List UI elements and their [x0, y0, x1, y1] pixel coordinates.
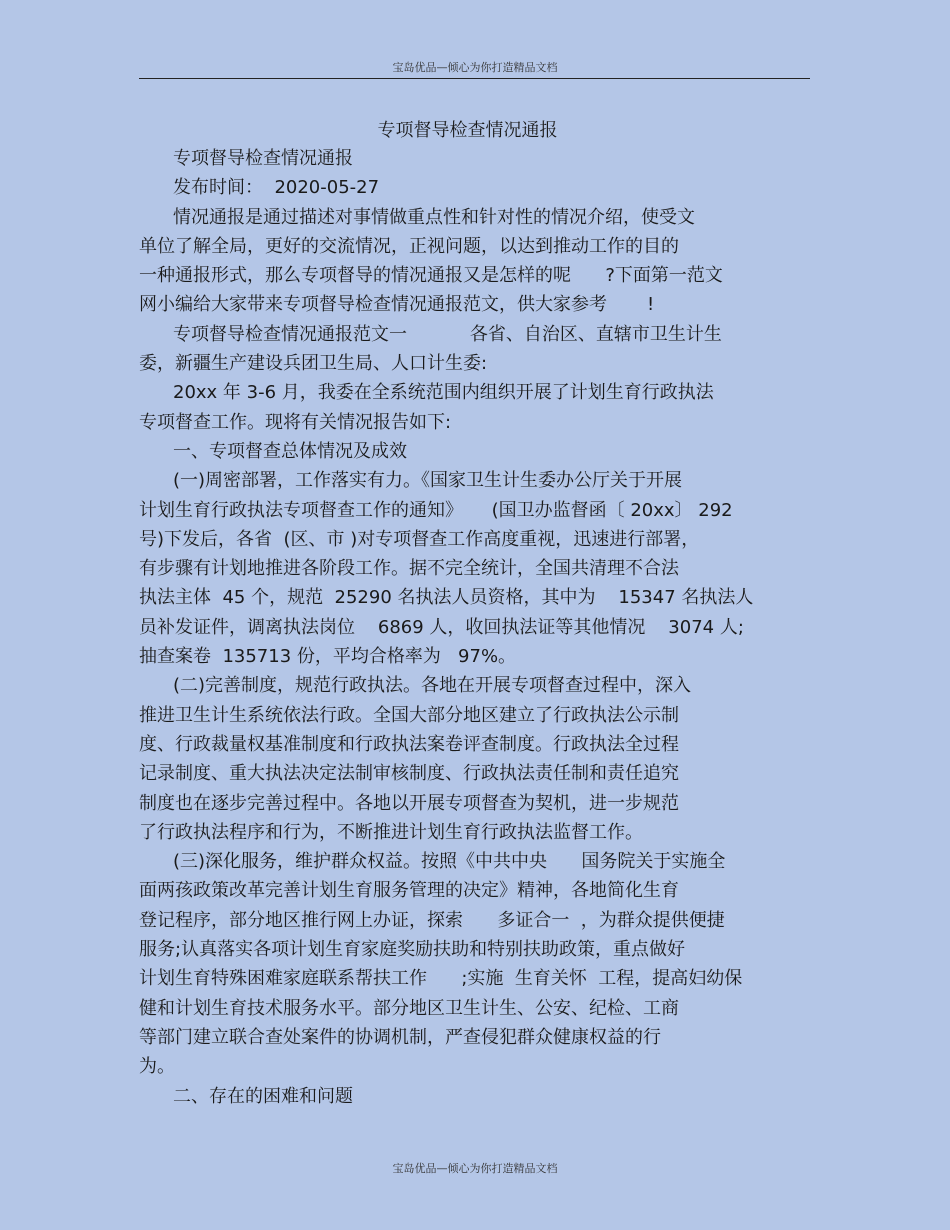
text-line: 情况通报是通过描述对事情做重点性和针对性的情况介绍，使受文: [173, 206, 695, 228]
text-line: (三)深化服务，维护群众权益。按照《中共中央 国务院关于实施全: [173, 851, 726, 873]
text-line: 二、存在的困难和问题: [173, 1085, 353, 1107]
text-line: 专项督导检查情况通报: [173, 148, 353, 169]
text-line: 面两孩政策改革完善计划生育服务管理的决定》精神，各地简化生育: [139, 880, 679, 902]
text-line: 员补发证件，调离执法岗位 6869 人，收回执法证等其他情况 3074 人;: [139, 616, 744, 638]
text-line: 单位了解全局，更好的交流情况，正视问题，以达到推动工作的目的: [139, 235, 679, 257]
text-line: 健和计划生育技术服务水平。部分地区卫生计生、公安、纪检、工商: [139, 997, 679, 1019]
page-footer: 宝岛优品—倾心为你打造精品文档: [392, 1162, 558, 1175]
text-line: 网小编给大家带来专项督导检查情况通报范文，供大家参考 !: [139, 294, 655, 316]
text-line: (二)完善制度，规范行政执法。各地在开展专项督查过程中，深入: [173, 675, 692, 697]
text-line: 委，新疆生产建设兵团卫生局、人口计生委:: [139, 353, 488, 375]
text-line: 等部门建立联合查处案件的协调机制，严查侵犯群众健康权益的行: [139, 1026, 661, 1048]
text-line: 执法主体 45 个，规范 25290 名执法人员资格，其中为 15347 名执法人: [139, 587, 754, 609]
text-line: 计划生育特殊困难家庭联系帮扶工作 ;实施 生育关怀 工程，提高妇幼保: [139, 968, 743, 990]
text-line: 记录制度、重大执法决定法制审核制度、行政执法责任制和责任追究: [139, 763, 679, 785]
document-title: 专项督导检查情况通报: [377, 120, 558, 141]
text-line: 服务;认真落实各项计划生育家庭奖励扶助和特别扶助政策，重点做好: [139, 939, 686, 961]
page-header: 宝岛优品—倾心为你打造精品文档: [392, 61, 558, 74]
text-line: 了行政执法程序和行为，不断推进计划生育行政执法监督工作。: [139, 821, 643, 843]
text-line: (一)周密部署，工作落实有力。《国家卫生计生委办公厅关于开展: [173, 470, 683, 492]
text-line: 制度也在逐步完善过程中。各地以开展专项督查为契机，进一步规范: [139, 792, 679, 814]
text-line: 推进卫生计生系统依法行政。全国大部分地区建立了行政执法公示制: [139, 704, 679, 726]
text-line: 抽查案卷 135713 份，平均合格率为 97%。: [139, 646, 517, 668]
text-line: 度、行政裁量权基准制度和行政执法案卷评查制度。行政执法全过程: [139, 733, 679, 755]
text-line: 一种通报形式，那么专项督导的情况通报又是怎样的呢 ?下面第一范文: [139, 265, 723, 287]
text-line: 有步骤有计划地推进各阶段工作。据不完全统计，全国共清理不合法: [139, 558, 679, 580]
text-line: 号)下发后，各省 (区、市 )对专项督查工作高度重视，迅速进行部署，: [139, 528, 700, 550]
header-divider: [139, 78, 810, 79]
text-line: 专项督导检查情况通报范文一 各省、自治区、直辖市卫生计生: [173, 323, 722, 345]
text-line: 发布时间： 2020-05-27: [173, 177, 380, 199]
text-line: 为。: [139, 1056, 175, 1078]
text-line: 登记程序，部分地区推行网上办证，探索 多证合一 ，为群众提供便捷: [139, 909, 725, 931]
text-line: 20xx 年 3-6 月，我委在全系统范围内组织开展了计划生育行政执法: [173, 382, 714, 404]
text-line: 专项督查工作。现将有关情况报告如下:: [139, 411, 452, 433]
text-line: 一、专项督查总体情况及成效: [173, 440, 407, 462]
document-body: [139, 144, 799, 1111]
text-line: 计划生育行政执法专项督查工作的通知》 (国卫办监督函〔 20xx〕 292: [139, 499, 733, 521]
